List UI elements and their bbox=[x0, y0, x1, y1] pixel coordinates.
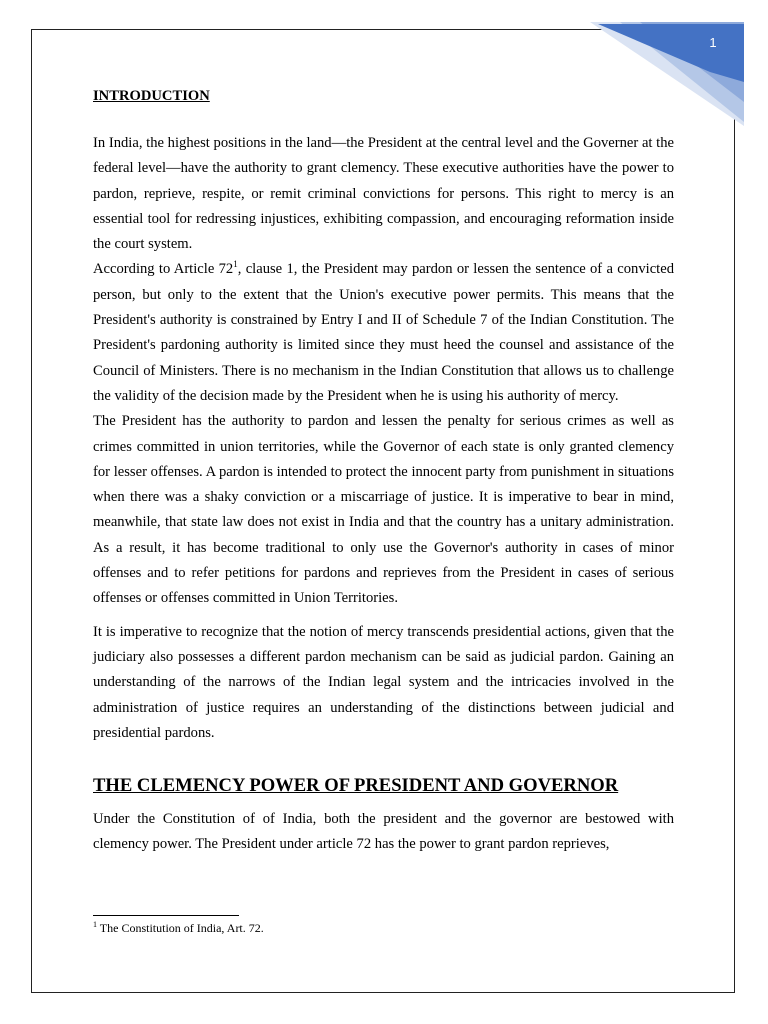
intro-paragraph-2-rest: , clause 1, the President may pardon or lessen the sentence of a convicted person, but only to the extent that the Union's executive power permits. This means that the President's authority is constrained by Entry I and II of Schedule 7 of the Indian Constitution. The President's pardoning authority is limited since they must heed the counsel and assistance of the Council of Ministers. There is no mechanism in the Indian Constitution that allows us to challenge the validity of the decision made by the President when he is using his authority of mercy. bbox=[93, 261, 674, 404]
intro-paragraph-2-lead: According to Article 72 bbox=[93, 261, 234, 278]
footnote-text: The Constitution of India, Art. 72. bbox=[97, 921, 264, 935]
document-body bbox=[93, 86, 674, 858]
page-number: 1 bbox=[709, 35, 717, 50]
introduction-heading: INTRODUCTION bbox=[93, 88, 210, 104]
intro-paragraph-3: The President has the authority to pardon and lessen the penalty for serious crimes as well as crimes committed in union territories, while the Governor of each state is only granted clemency for lesser offenses. A pardon is intended to protect the innocent party from punishment in situations when there was a shaky conviction or a miscarriage of justice. It is imperative to bear in mind, meanwhile, that state law does not exist in India and that the country has a unitary administration. As a result, it has become traditional to only use the Governor's authority in cases of minor offenses and to refer petitions for pardons and reprieves from the President in cases of serious offenses or offenses committed in Union Territories. bbox=[93, 413, 674, 607]
intro-paragraph-4: It is imperative to recognize that the notion of mercy transcends presidential actions, given that the judiciary also possesses a different pardon mechanism can be said as judicial pardon. Gaining an understanding of the narrows of the Indian legal system and the intricacies involved in the administration of justice requires an understanding of the distinctions between judicial and presidential pardons. bbox=[93, 623, 674, 741]
footnote-separator bbox=[93, 915, 239, 916]
footnote-reference[interactable]: 1 bbox=[233, 259, 238, 270]
footnote-number: 1 bbox=[93, 920, 97, 929]
clemency-paragraph-1: Under the Constitution of of India, both the president and the governor are bestowed with clemency power. The President under article 72 has the power to grant pardon reprieves, bbox=[93, 811, 674, 853]
footnote bbox=[93, 920, 653, 936]
intro-paragraph-1: In India, the highest positions in the land—the President at the central level and the Governer at the federal level—have the authority to grant clemency. These executive authorities have the power to pardon, reprieve, respite, or remit criminal convictions for persons. This right to mercy is an essential tool for redressing injustices, exhibiting compassion, and encouraging reformation inside the court system. bbox=[93, 135, 674, 253]
clemency-heading: THE CLEMENCY POWER OF PRESIDENT AND GOVERNOR bbox=[93, 775, 619, 797]
intro-paragraph-2 bbox=[93, 257, 674, 409]
